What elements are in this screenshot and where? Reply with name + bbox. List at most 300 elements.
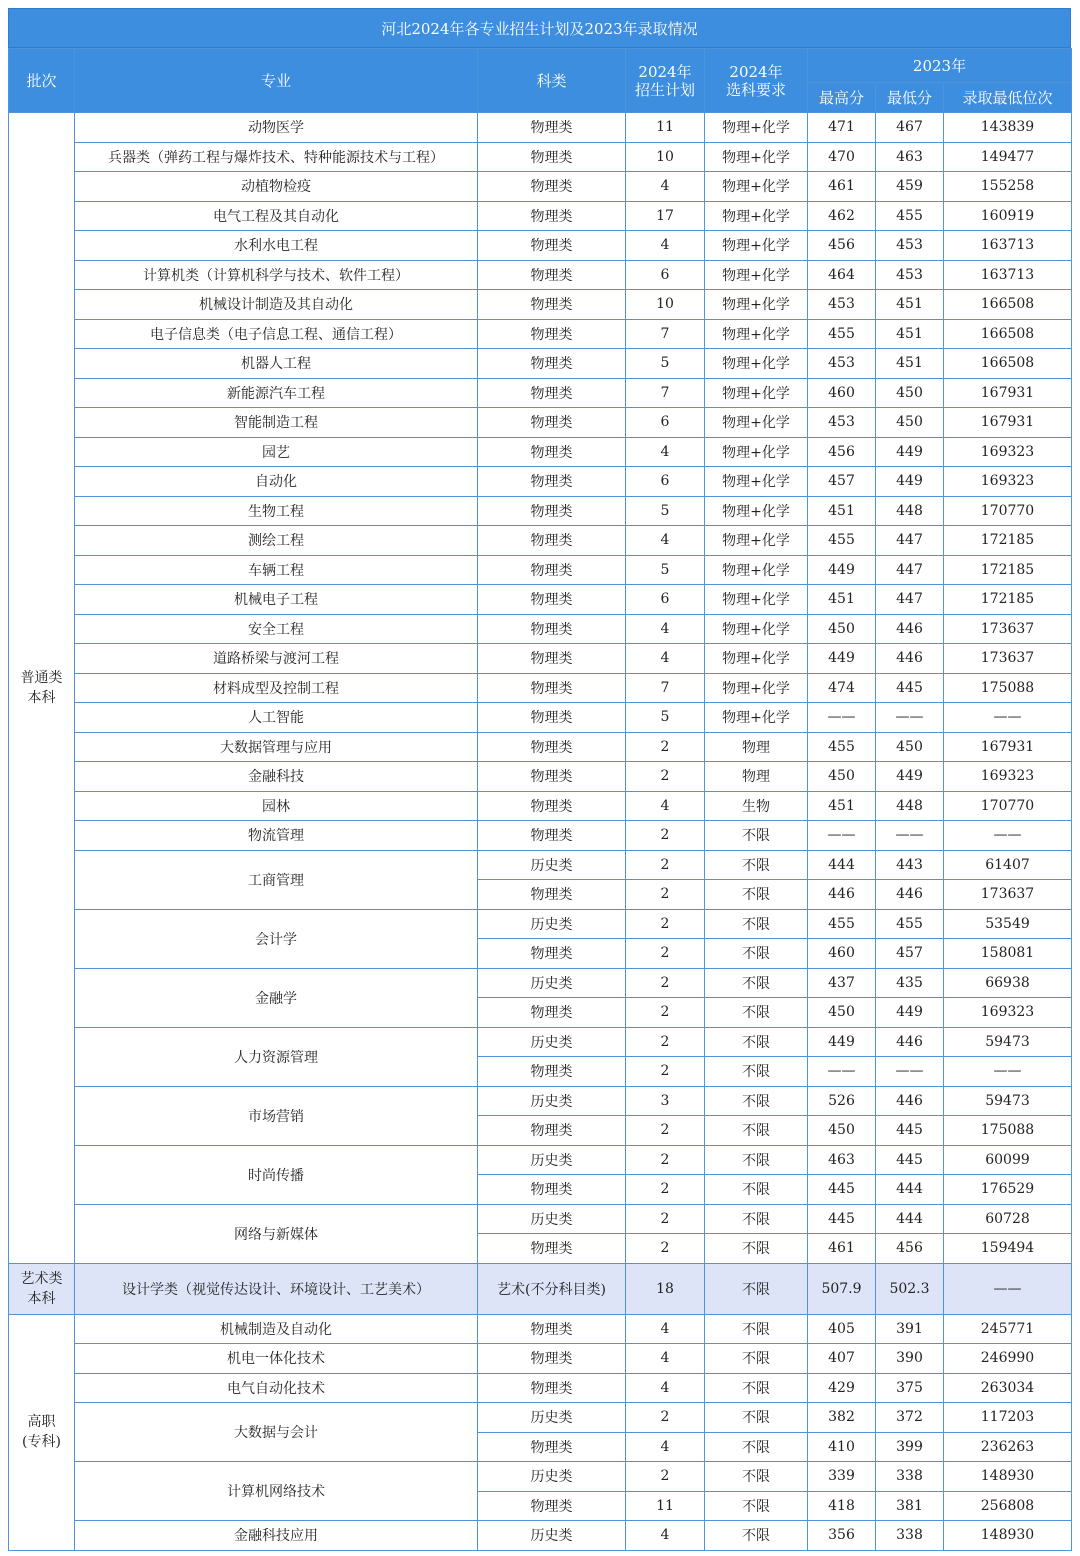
min-rank-cell: 163713 <box>944 260 1072 290</box>
max-score-cell: 450 <box>808 1116 876 1146</box>
table-row <box>9 378 1072 408</box>
table-row <box>9 762 1072 792</box>
min-rank-cell: 166508 <box>944 319 1072 349</box>
require-cell: 物理+化学 <box>705 703 808 733</box>
table-row <box>9 1145 1072 1175</box>
subject-cell: 物理类 <box>478 644 626 674</box>
require-cell: 物理+化学 <box>705 437 808 467</box>
max-score-cell: 464 <box>808 260 876 290</box>
min-score-cell: 447 <box>876 555 944 585</box>
table-row <box>9 172 1072 202</box>
min-rank-cell: 172185 <box>944 526 1072 556</box>
max-score-cell: 446 <box>808 880 876 910</box>
subject-cell: 物理类 <box>478 142 626 172</box>
min-rank-cell: 173637 <box>944 614 1072 644</box>
plan-cell: 2 <box>626 998 705 1028</box>
require-cell: 物理+化学 <box>705 408 808 438</box>
subject-cell: 物理类 <box>478 1116 626 1146</box>
require-cell: 不限 <box>705 1521 808 1551</box>
plan-cell: 2 <box>626 732 705 762</box>
min-rank-cell: 170770 <box>944 496 1072 526</box>
major-cell: 人力资源管理 <box>75 1027 478 1086</box>
subject-cell: 物理类 <box>478 939 626 969</box>
plan-cell: 6 <box>626 408 705 438</box>
max-score-cell: 418 <box>808 1491 876 1521</box>
plan-cell: 4 <box>626 1521 705 1551</box>
min-score-cell: 391 <box>876 1314 944 1344</box>
subject-cell: 历史类 <box>478 909 626 939</box>
max-score-cell: 455 <box>808 732 876 762</box>
subject-cell: 物理类 <box>478 1175 626 1205</box>
header-plan-2024: 2024年 招生计划 <box>626 49 705 113</box>
max-score-cell: 451 <box>808 496 876 526</box>
major-cell: 材料成型及控制工程 <box>75 673 478 703</box>
subject-cell: 历史类 <box>478 1204 626 1234</box>
table-row <box>9 496 1072 526</box>
table-row <box>9 349 1072 379</box>
min-rank-cell: 172185 <box>944 585 1072 615</box>
table-row <box>9 290 1072 320</box>
require-cell: 不限 <box>705 1344 808 1374</box>
max-score-cell: 444 <box>808 850 876 880</box>
table-row <box>9 1263 1072 1314</box>
subject-cell: 物理类 <box>478 349 626 379</box>
table-row <box>9 1373 1072 1403</box>
require-cell: 物理 <box>705 732 808 762</box>
require-cell: 物理+化学 <box>705 555 808 585</box>
max-score-cell: 449 <box>808 555 876 585</box>
plan-cell: 4 <box>626 1344 705 1374</box>
table-row <box>9 732 1072 762</box>
major-cell: 动植物检疫 <box>75 172 478 202</box>
max-score-cell: 461 <box>808 172 876 202</box>
require-cell: 不限 <box>705 821 808 851</box>
min-rank-cell: 149477 <box>944 142 1072 172</box>
table-row <box>9 1344 1072 1374</box>
max-score-cell: 471 <box>808 113 876 143</box>
max-score-cell: 453 <box>808 408 876 438</box>
major-cell: 车辆工程 <box>75 555 478 585</box>
plan-cell: 2 <box>626 880 705 910</box>
plan-cell: 2 <box>626 850 705 880</box>
max-score-cell: 460 <box>808 378 876 408</box>
require-cell: 物理+化学 <box>705 290 808 320</box>
plan-cell: 7 <box>626 378 705 408</box>
subject-cell: 物理类 <box>478 1373 626 1403</box>
min-score-cell: 443 <box>876 850 944 880</box>
major-cell: 大数据管理与应用 <box>75 732 478 762</box>
header-2023: 2023年 <box>808 49 1072 83</box>
min-rank-cell: 246990 <box>944 1344 1072 1374</box>
subject-cell: 物理类 <box>478 1344 626 1374</box>
header-batch: 批次 <box>9 49 75 113</box>
max-score-cell: 453 <box>808 349 876 379</box>
require-cell: 物理+化学 <box>705 142 808 172</box>
require-cell: 不限 <box>705 1175 808 1205</box>
min-score-cell: 467 <box>876 113 944 143</box>
min-rank-cell: 166508 <box>944 349 1072 379</box>
min-score-cell: 459 <box>876 172 944 202</box>
plan-cell: 4 <box>626 644 705 674</box>
min-score-cell: 446 <box>876 1086 944 1116</box>
min-rank-cell: 163713 <box>944 231 1072 261</box>
major-cell: 动物医学 <box>75 113 478 143</box>
require-cell: 物理 <box>705 762 808 792</box>
min-score-cell: 445 <box>876 673 944 703</box>
subject-cell: 物理类 <box>478 201 626 231</box>
min-rank-cell: 176529 <box>944 1175 1072 1205</box>
table-row <box>9 555 1072 585</box>
subject-cell: 物理类 <box>478 319 626 349</box>
min-rank-cell: 175088 <box>944 1116 1072 1146</box>
table-row <box>9 1204 1072 1234</box>
max-score-cell: —— <box>808 821 876 851</box>
table-row <box>9 1086 1072 1116</box>
min-rank-cell: 60099 <box>944 1145 1072 1175</box>
min-rank-cell: 158081 <box>944 939 1072 969</box>
min-score-cell: 450 <box>876 408 944 438</box>
subject-cell: 历史类 <box>478 1027 626 1057</box>
table-row <box>9 791 1072 821</box>
min-score-cell: 381 <box>876 1491 944 1521</box>
subject-cell: 物理类 <box>478 732 626 762</box>
require-cell: 不限 <box>705 1116 808 1146</box>
batch-cell: 高职 (专科) <box>9 1314 75 1550</box>
plan-cell: 6 <box>626 585 705 615</box>
plan-cell: 4 <box>626 231 705 261</box>
subject-cell: 物理类 <box>478 673 626 703</box>
header-major: 专业 <box>75 49 478 113</box>
min-score-cell: 455 <box>876 909 944 939</box>
min-score-cell: —— <box>876 1057 944 1087</box>
min-rank-cell: 60728 <box>944 1204 1072 1234</box>
min-score-cell: 446 <box>876 644 944 674</box>
require-cell: 不限 <box>705 1145 808 1175</box>
major-cell: 兵器类（弹药工程与爆炸技术、特种能源技术与工程） <box>75 142 478 172</box>
plan-cell: 11 <box>626 1491 705 1521</box>
max-score-cell: 450 <box>808 998 876 1028</box>
plan-cell: 4 <box>626 172 705 202</box>
subject-cell: 历史类 <box>478 1086 626 1116</box>
subject-cell: 物理类 <box>478 555 626 585</box>
max-score-cell: 429 <box>808 1373 876 1403</box>
table-row <box>9 526 1072 556</box>
min-score-cell: 451 <box>876 349 944 379</box>
require-cell: 不限 <box>705 1204 808 1234</box>
require-cell: 不限 <box>705 880 808 910</box>
subject-cell: 物理类 <box>478 172 626 202</box>
require-cell: 不限 <box>705 850 808 880</box>
table-row <box>9 1027 1072 1057</box>
min-rank-cell: 256808 <box>944 1491 1072 1521</box>
min-rank-cell: —— <box>944 703 1072 733</box>
require-cell: 不限 <box>705 1403 808 1433</box>
major-cell: 电气工程及其自动化 <box>75 201 478 231</box>
plan-cell: 4 <box>626 1373 705 1403</box>
min-score-cell: 375 <box>876 1373 944 1403</box>
min-score-cell: —— <box>876 703 944 733</box>
major-cell: 设计学类（视觉传达设计、环境设计、工艺美术） <box>75 1263 478 1314</box>
min-score-cell: 453 <box>876 231 944 261</box>
plan-cell: 17 <box>626 201 705 231</box>
major-cell: 金融科技应用 <box>75 1521 478 1551</box>
max-score-cell: 450 <box>808 762 876 792</box>
major-cell: 金融学 <box>75 968 478 1027</box>
min-rank-cell: 159494 <box>944 1234 1072 1264</box>
admission-table-panel <box>8 8 1071 1551</box>
require-cell: 物理+化学 <box>705 614 808 644</box>
subject-cell: 物理类 <box>478 378 626 408</box>
table-row <box>9 1462 1072 1492</box>
header-min-score: 最低分 <box>876 83 944 113</box>
max-score-cell: 451 <box>808 791 876 821</box>
table-row <box>9 821 1072 851</box>
major-cell: 电气自动化技术 <box>75 1373 478 1403</box>
plan-cell: 5 <box>626 555 705 585</box>
min-score-cell: 446 <box>876 614 944 644</box>
min-score-cell: 451 <box>876 319 944 349</box>
min-score-cell: 453 <box>876 260 944 290</box>
require-cell: 不限 <box>705 968 808 998</box>
max-score-cell: 455 <box>808 909 876 939</box>
table-row <box>9 113 1072 143</box>
subject-cell: 历史类 <box>478 1145 626 1175</box>
plan-cell: 2 <box>626 1462 705 1492</box>
plan-cell: 5 <box>626 496 705 526</box>
require-cell: 不限 <box>705 1057 808 1087</box>
min-rank-cell: 59473 <box>944 1086 1072 1116</box>
major-cell: 网络与新媒体 <box>75 1204 478 1263</box>
min-score-cell: 449 <box>876 998 944 1028</box>
major-cell: 生物工程 <box>75 496 478 526</box>
min-score-cell: 399 <box>876 1432 944 1462</box>
major-cell: 安全工程 <box>75 614 478 644</box>
require-cell: 不限 <box>705 1462 808 1492</box>
min-rank-cell: 148930 <box>944 1521 1072 1551</box>
min-rank-cell: 263034 <box>944 1373 1072 1403</box>
min-rank-cell: 167931 <box>944 408 1072 438</box>
table-row <box>9 614 1072 644</box>
plan-cell: 3 <box>626 1086 705 1116</box>
min-rank-cell: 173637 <box>944 880 1072 910</box>
table-row <box>9 850 1072 880</box>
require-cell: 物理+化学 <box>705 113 808 143</box>
major-cell: 物流管理 <box>75 821 478 851</box>
max-score-cell: 461 <box>808 1234 876 1264</box>
table-row <box>9 585 1072 615</box>
subject-cell: 历史类 <box>478 1462 626 1492</box>
max-score-cell: 455 <box>808 319 876 349</box>
plan-cell: 2 <box>626 1116 705 1146</box>
subject-cell: 物理类 <box>478 1432 626 1462</box>
min-score-cell: 502.3 <box>876 1263 944 1314</box>
min-rank-cell: 148930 <box>944 1462 1072 1492</box>
min-score-cell: 457 <box>876 939 944 969</box>
table-row <box>9 142 1072 172</box>
max-score-cell: 339 <box>808 1462 876 1492</box>
max-score-cell: 410 <box>808 1432 876 1462</box>
max-score-cell: 445 <box>808 1175 876 1205</box>
plan-cell: 4 <box>626 614 705 644</box>
min-rank-cell: 169323 <box>944 998 1072 1028</box>
table-row <box>9 1521 1072 1551</box>
major-cell: 智能制造工程 <box>75 408 478 438</box>
min-score-cell: 338 <box>876 1462 944 1492</box>
plan-cell: 7 <box>626 673 705 703</box>
admission-table <box>8 48 1072 1551</box>
subject-cell: 物理类 <box>478 496 626 526</box>
major-cell: 市场营销 <box>75 1086 478 1145</box>
subject-cell: 物理类 <box>478 614 626 644</box>
major-cell: 园林 <box>75 791 478 821</box>
require-cell: 生物 <box>705 791 808 821</box>
table-title: 河北2024年各专业招生计划及2023年录取情况 <box>8 8 1071 48</box>
plan-cell: 2 <box>626 968 705 998</box>
major-cell: 机械电子工程 <box>75 585 478 615</box>
batch-cell: 艺术类 本科 <box>9 1263 75 1314</box>
require-cell: 物理+化学 <box>705 467 808 497</box>
plan-cell: 4 <box>626 791 705 821</box>
require-cell: 不限 <box>705 1314 808 1344</box>
subject-cell: 物理类 <box>478 1234 626 1264</box>
major-cell: 计算机类（计算机科学与技术、软件工程） <box>75 260 478 290</box>
plan-cell: 2 <box>626 1403 705 1433</box>
min-rank-cell: 166508 <box>944 290 1072 320</box>
subject-cell: 物理类 <box>478 821 626 851</box>
max-score-cell: 451 <box>808 585 876 615</box>
subject-cell: 物理类 <box>478 231 626 261</box>
min-rank-cell: 117203 <box>944 1403 1072 1433</box>
max-score-cell: 407 <box>808 1344 876 1374</box>
max-score-cell: 474 <box>808 673 876 703</box>
major-cell: 电子信息类（电子信息工程、通信工程） <box>75 319 478 349</box>
plan-cell: 10 <box>626 142 705 172</box>
max-score-cell: 382 <box>808 1403 876 1433</box>
max-score-cell: —— <box>808 1057 876 1087</box>
plan-cell: 4 <box>626 437 705 467</box>
plan-cell: 2 <box>626 1234 705 1264</box>
table-row <box>9 644 1072 674</box>
require-cell: 物理+化学 <box>705 260 808 290</box>
max-score-cell: 453 <box>808 290 876 320</box>
subject-cell: 物理类 <box>478 762 626 792</box>
plan-cell: 7 <box>626 319 705 349</box>
table-row <box>9 467 1072 497</box>
min-score-cell: 448 <box>876 496 944 526</box>
require-cell: 物理+化学 <box>705 496 808 526</box>
min-score-cell: 449 <box>876 762 944 792</box>
require-cell: 不限 <box>705 1432 808 1462</box>
min-score-cell: 463 <box>876 142 944 172</box>
max-score-cell: 470 <box>808 142 876 172</box>
major-cell: 时尚传播 <box>75 1145 478 1204</box>
subject-cell: 物理类 <box>478 467 626 497</box>
min-rank-cell: 143839 <box>944 113 1072 143</box>
min-rank-cell: 169323 <box>944 467 1072 497</box>
min-rank-cell: 236263 <box>944 1432 1072 1462</box>
plan-cell: 4 <box>626 1432 705 1462</box>
major-cell: 计算机网络技术 <box>75 1462 478 1521</box>
subject-cell: 历史类 <box>478 1403 626 1433</box>
max-score-cell: 450 <box>808 614 876 644</box>
min-score-cell: 435 <box>876 968 944 998</box>
max-score-cell: 437 <box>808 968 876 998</box>
header-min-rank: 录取最低位次 <box>944 83 1072 113</box>
subject-cell: 物理类 <box>478 1057 626 1087</box>
max-score-cell: 463 <box>808 1145 876 1175</box>
require-cell: 不限 <box>705 1373 808 1403</box>
table-row <box>9 1314 1072 1344</box>
min-score-cell: 447 <box>876 585 944 615</box>
max-score-cell: 462 <box>808 201 876 231</box>
table-header <box>9 49 1072 113</box>
min-rank-cell: 172185 <box>944 555 1072 585</box>
subject-cell: 物理类 <box>478 998 626 1028</box>
min-score-cell: 372 <box>876 1403 944 1433</box>
table-row <box>9 1403 1072 1433</box>
max-score-cell: 460 <box>808 939 876 969</box>
batch-cell: 普通类 本科 <box>9 113 75 1264</box>
require-cell: 不限 <box>705 939 808 969</box>
table-row <box>9 703 1072 733</box>
require-cell: 物理+化学 <box>705 585 808 615</box>
max-score-cell: —— <box>808 703 876 733</box>
require-cell: 物理+化学 <box>705 526 808 556</box>
subject-cell: 物理类 <box>478 113 626 143</box>
min-score-cell: 444 <box>876 1204 944 1234</box>
header-subject: 科类 <box>478 49 626 113</box>
min-rank-cell: 160919 <box>944 201 1072 231</box>
subject-cell: 物理类 <box>478 260 626 290</box>
min-score-cell: 448 <box>876 791 944 821</box>
major-cell: 人工智能 <box>75 703 478 733</box>
max-score-cell: 449 <box>808 1027 876 1057</box>
min-rank-cell: 170770 <box>944 791 1072 821</box>
subject-cell: 物理类 <box>478 1314 626 1344</box>
min-rank-cell: 167931 <box>944 378 1072 408</box>
min-score-cell: 450 <box>876 378 944 408</box>
max-score-cell: 356 <box>808 1521 876 1551</box>
subject-cell: 物理类 <box>478 290 626 320</box>
plan-cell: 18 <box>626 1263 705 1314</box>
subject-cell: 艺术(不分科目类) <box>478 1263 626 1314</box>
plan-cell: 4 <box>626 526 705 556</box>
plan-cell: 11 <box>626 113 705 143</box>
table-row <box>9 968 1072 998</box>
min-rank-cell: 53549 <box>944 909 1072 939</box>
max-score-cell: 457 <box>808 467 876 497</box>
require-cell: 物理+化学 <box>705 319 808 349</box>
max-score-cell: 445 <box>808 1204 876 1234</box>
subject-cell: 物理类 <box>478 585 626 615</box>
require-cell: 物理+化学 <box>705 201 808 231</box>
plan-cell: 2 <box>626 909 705 939</box>
major-cell: 机械制造及自动化 <box>75 1314 478 1344</box>
max-score-cell: 455 <box>808 526 876 556</box>
max-score-cell: 526 <box>808 1086 876 1116</box>
major-cell: 道路桥梁与渡河工程 <box>75 644 478 674</box>
min-score-cell: —— <box>876 821 944 851</box>
table-row <box>9 909 1072 939</box>
table-row <box>9 437 1072 467</box>
subject-cell: 物理类 <box>478 526 626 556</box>
subject-cell: 历史类 <box>478 968 626 998</box>
plan-cell: 2 <box>626 1204 705 1234</box>
min-score-cell: 445 <box>876 1116 944 1146</box>
min-rank-cell: 175088 <box>944 673 1072 703</box>
plan-cell: 6 <box>626 467 705 497</box>
table-row <box>9 260 1072 290</box>
